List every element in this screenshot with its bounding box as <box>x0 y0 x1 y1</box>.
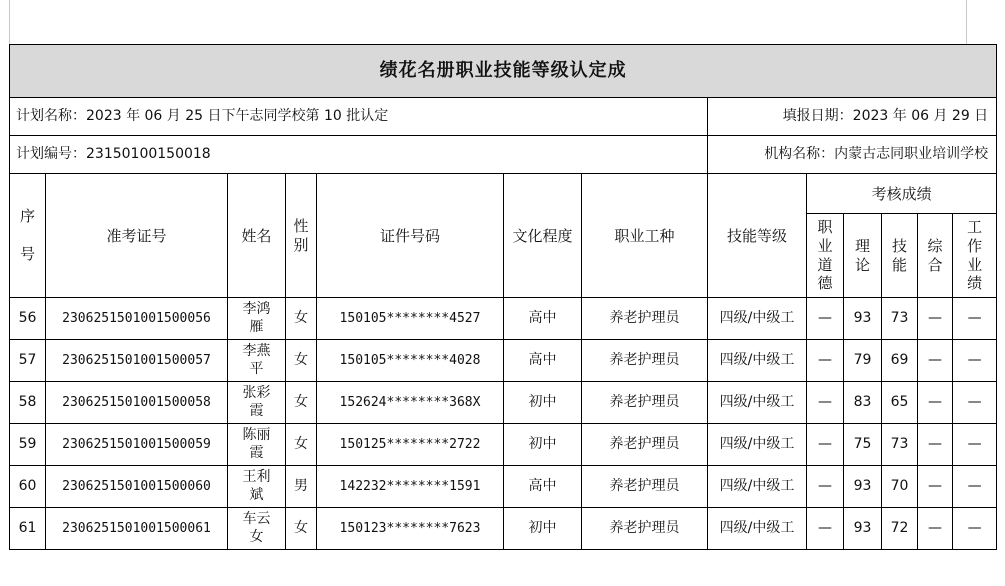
cell-skill: 70 <box>882 466 918 508</box>
cell-exam-no: 2306251501001500058 <box>46 382 228 424</box>
cell-seq: 58 <box>10 382 46 424</box>
cell-exam-no: 2306251501001500057 <box>46 340 228 382</box>
cell-education: 初中 <box>504 508 582 550</box>
cell-overall: — <box>918 340 953 382</box>
cell-skill: 73 <box>882 298 918 340</box>
cell-gender: 女 <box>286 340 317 382</box>
fill-date: 填报日期：2023 年 06 月 29 日 <box>708 98 997 136</box>
page-edge-left <box>9 0 10 44</box>
cell-education: 高中 <box>504 298 582 340</box>
cell-skill-level: 四级/中级工 <box>708 466 807 508</box>
cell-overall: — <box>918 298 953 340</box>
cell-seq: 61 <box>10 508 46 550</box>
cell-gender: 男 <box>286 466 317 508</box>
cell-performance: — <box>953 466 997 508</box>
cell-gender: 女 <box>286 508 317 550</box>
header-scores: 考核成绩 <box>807 174 997 214</box>
table-row <box>10 382 997 424</box>
header-overall: 综 合 <box>918 214 953 298</box>
cell-name: 王利 斌 <box>228 466 286 508</box>
cell-occupation: 养老护理员 <box>582 340 708 382</box>
page-edge-right <box>966 0 967 44</box>
cell-exam-no: 2306251501001500056 <box>46 298 228 340</box>
cell-ethics: — <box>807 340 844 382</box>
cell-overall: — <box>918 508 953 550</box>
cell-theory: 75 <box>844 424 882 466</box>
cell-name: 李燕 平 <box>228 340 286 382</box>
header-ethics: 职 业 道 德 <box>807 214 844 298</box>
cell-seq: 60 <box>10 466 46 508</box>
cell-skill-level: 四级/中级工 <box>708 340 807 382</box>
cell-id-no: 150123********7623 <box>317 508 504 550</box>
cell-skill: 69 <box>882 340 918 382</box>
cell-occupation: 养老护理员 <box>582 382 708 424</box>
cell-ethics: — <box>807 508 844 550</box>
table-row <box>10 466 997 508</box>
cell-skill: 65 <box>882 382 918 424</box>
header-exam-no: 准考证号 <box>46 174 228 298</box>
cell-theory: 93 <box>844 466 882 508</box>
cell-performance: — <box>953 508 997 550</box>
cell-education: 初中 <box>504 382 582 424</box>
cell-theory: 93 <box>844 298 882 340</box>
cell-occupation: 养老护理员 <box>582 298 708 340</box>
cell-overall: — <box>918 382 953 424</box>
cell-id-no: 150125********2722 <box>317 424 504 466</box>
cell-ethics: — <box>807 466 844 508</box>
cell-overall: — <box>918 424 953 466</box>
cell-performance: — <box>953 298 997 340</box>
cell-id-no: 152624********368X <box>317 382 504 424</box>
cell-education: 高中 <box>504 466 582 508</box>
table-row <box>10 508 997 550</box>
header-gender: 性 别 <box>286 174 317 298</box>
cell-exam-no: 2306251501001500059 <box>46 424 228 466</box>
cell-exam-no: 2306251501001500061 <box>46 508 228 550</box>
cell-name: 张彩 霞 <box>228 382 286 424</box>
header-skill-level: 技能等级 <box>708 174 807 298</box>
cell-gender: 女 <box>286 382 317 424</box>
cell-id-no: 150105********4028 <box>317 340 504 382</box>
header-education: 文化程度 <box>504 174 582 298</box>
cell-skill-level: 四级/中级工 <box>708 508 807 550</box>
cell-ethics: — <box>807 298 844 340</box>
plan-name: 计划名称：2023 年 06 月 25 日下午志同学校第 10 批认定 <box>10 98 708 136</box>
cell-name: 陈丽 霞 <box>228 424 286 466</box>
org-name: 机构名称：内蒙古志同职业培训学校 <box>708 136 997 174</box>
table-row <box>10 340 997 382</box>
cell-name: 车云 女 <box>228 508 286 550</box>
document-title: 绩花名册职业技能等级认定成 <box>10 45 997 98</box>
roster-table <box>9 44 997 550</box>
cell-skill-level: 四级/中级工 <box>708 382 807 424</box>
cell-exam-no: 2306251501001500060 <box>46 466 228 508</box>
cell-performance: — <box>953 424 997 466</box>
cell-id-no: 142232********1591 <box>317 466 504 508</box>
header-skill: 技 能 <box>882 214 918 298</box>
cell-ethics: — <box>807 424 844 466</box>
cell-performance: — <box>953 382 997 424</box>
table-row <box>10 298 997 340</box>
cell-education: 高中 <box>504 340 582 382</box>
cell-theory: 79 <box>844 340 882 382</box>
header-occupation: 职业工种 <box>582 174 708 298</box>
header-id-no: 证件号码 <box>317 174 504 298</box>
plan-number: 计划编号：23150100150018 <box>10 136 708 174</box>
cell-skill-level: 四级/中级工 <box>708 298 807 340</box>
cell-occupation: 养老护理员 <box>582 508 708 550</box>
cell-occupation: 养老护理员 <box>582 466 708 508</box>
cell-ethics: — <box>807 382 844 424</box>
header-seq: 序 号 <box>10 174 46 298</box>
cell-seq: 59 <box>10 424 46 466</box>
cell-skill: 73 <box>882 424 918 466</box>
cell-occupation: 养老护理员 <box>582 424 708 466</box>
header-theory: 理 论 <box>844 214 882 298</box>
header-performance: 工 作 业 绩 <box>953 214 997 298</box>
header-name: 姓名 <box>228 174 286 298</box>
cell-id-no: 150105********4527 <box>317 298 504 340</box>
cell-seq: 56 <box>10 298 46 340</box>
cell-name: 李鸿 雁 <box>228 298 286 340</box>
cell-theory: 83 <box>844 382 882 424</box>
cell-education: 初中 <box>504 424 582 466</box>
cell-performance: — <box>953 340 997 382</box>
cell-gender: 女 <box>286 424 317 466</box>
cell-skill-level: 四级/中级工 <box>708 424 807 466</box>
cell-skill: 72 <box>882 508 918 550</box>
table-row <box>10 424 997 466</box>
cell-theory: 93 <box>844 508 882 550</box>
cell-gender: 女 <box>286 298 317 340</box>
cell-overall: — <box>918 466 953 508</box>
cell-seq: 57 <box>10 340 46 382</box>
